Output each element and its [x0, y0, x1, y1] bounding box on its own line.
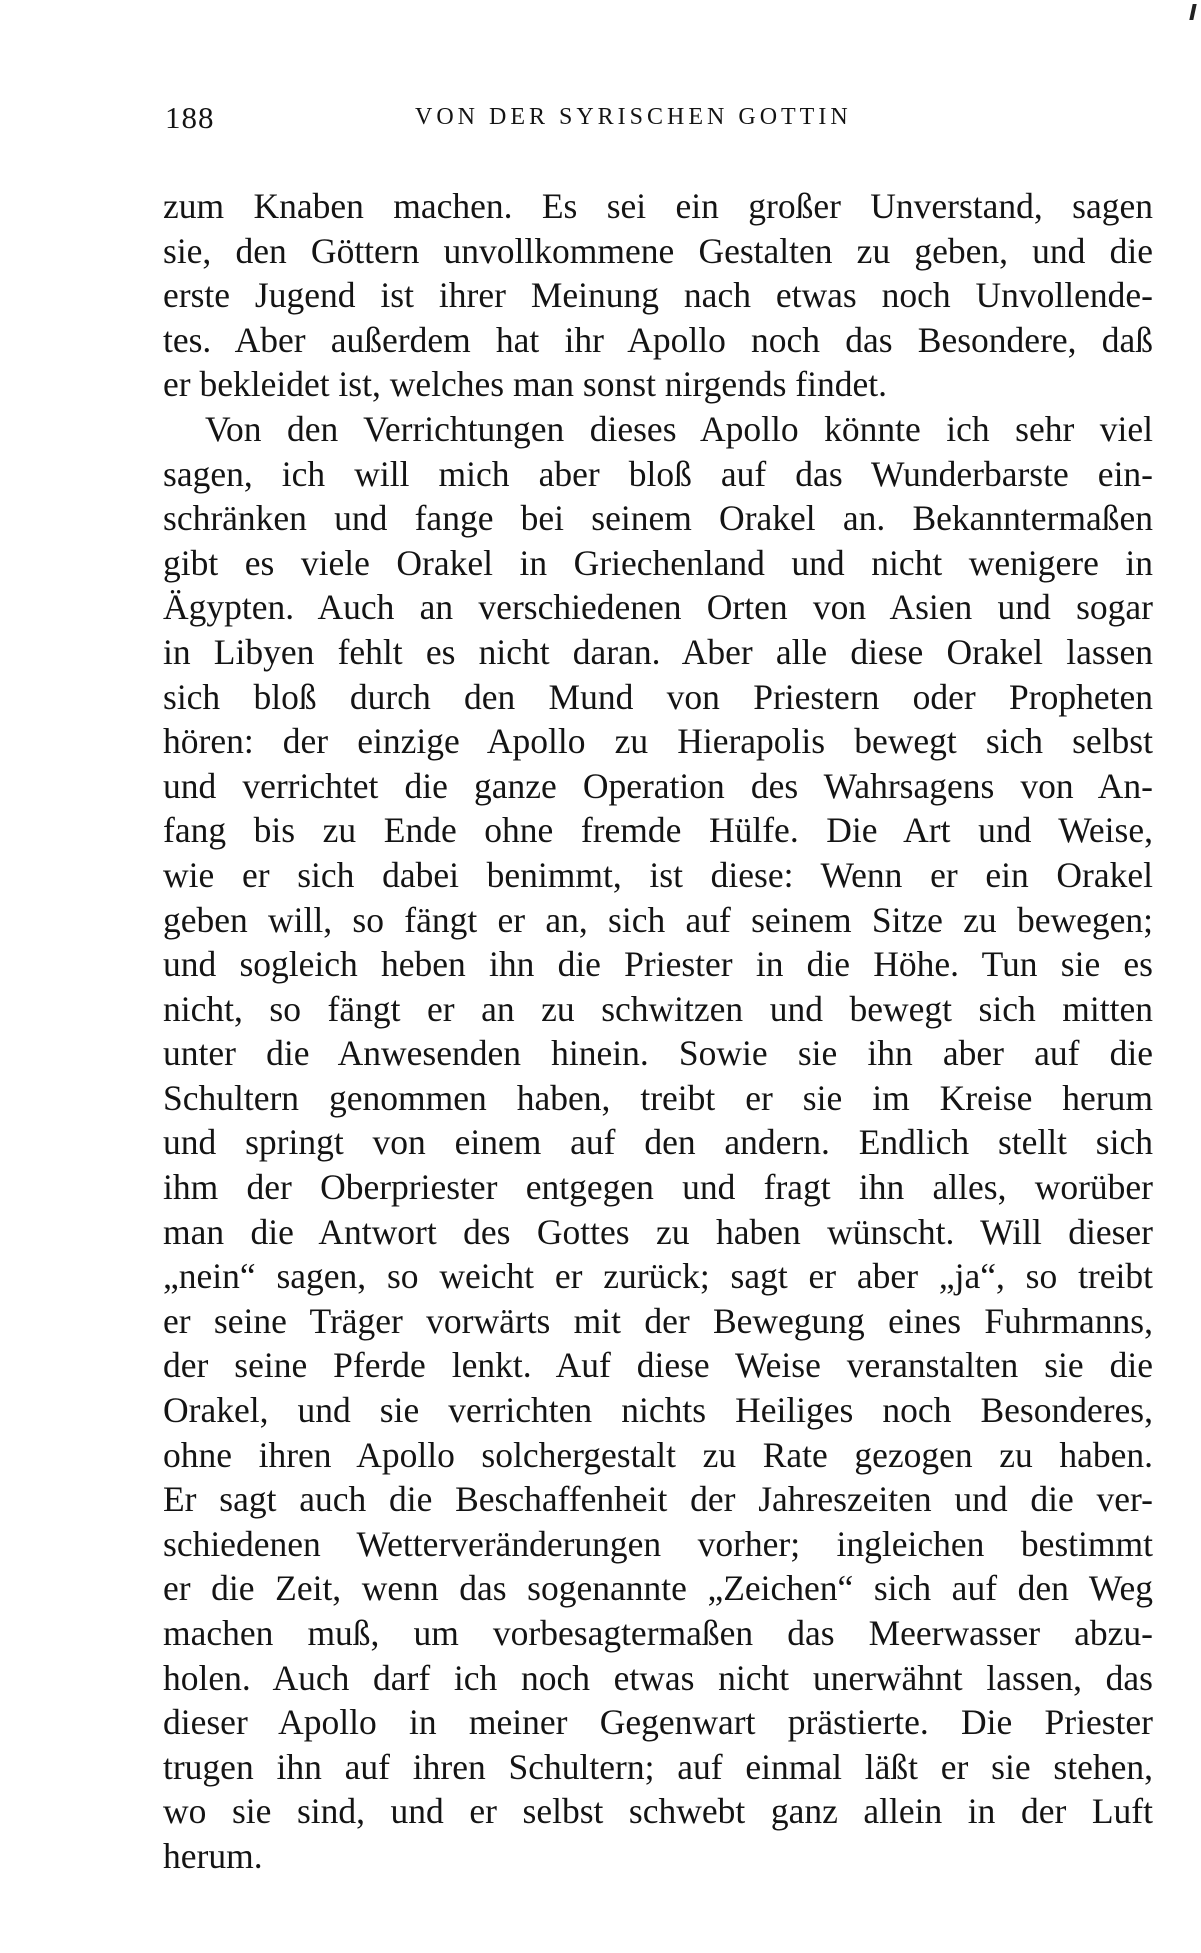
text-line: dieser Apollo in meiner Gegenwart prästierte. Die Priester: [163, 1702, 1153, 1743]
body-text: [163, 184, 1153, 1879]
text-line: hören: der einzige Apollo zu Hierapolis bewegt sich selbst: [163, 721, 1153, 762]
text-line: und sogleich heben ihn die Priester in die Höhe. Tun sie es: [163, 944, 1153, 985]
text-line: Schultern genommen haben, treibt er sie im Kreise herum: [163, 1077, 1153, 1118]
page-number: 188: [165, 100, 215, 135]
text-line: geben will, so fängt er an, sich auf seinem Sitze zu bewegen;: [163, 899, 1153, 940]
text-line: in Libyen fehlt es nicht daran. Aber alle diese Orakel lassen: [163, 631, 1153, 672]
text-line: Von den Verrichtungen dieses Apollo könnte ich sehr viel: [205, 408, 1153, 449]
text-line: wie er sich dabei benimmt, ist diese: Wenn er ein Orakel: [163, 854, 1153, 895]
text-line: sich bloß durch den Mund von Priestern oder Propheten: [163, 676, 1153, 717]
text-line: und springt von einem auf den andern. Endlich stellt sich: [163, 1122, 1153, 1163]
text-line: trugen ihn auf ihren Schultern; auf einmal läßt er sie stehen,: [163, 1746, 1153, 1787]
text-line: ihm der Oberpriester entgegen und fragt ihn alles, worüber: [163, 1167, 1153, 1208]
text-line: unter die Anwesenden hinein. Sowie sie ihn aber auf die: [163, 1033, 1153, 1074]
text-line: tes. Aber außerdem hat ihr Apollo noch das Besondere, daß: [163, 319, 1153, 360]
text-line: sie, den Göttern unvollkommene Gestalten zu geben, und die: [163, 230, 1153, 271]
text-line: nicht, so fängt er an zu schwitzen und bewegt sich mitten: [163, 988, 1153, 1029]
text-line: er bekleidet ist, welches man sonst nirgends findet.: [163, 364, 887, 405]
running-title: VON DER SYRISCHEN GOTTIN: [415, 104, 852, 130]
text-line: ohne ihren Apollo solchergestalt zu Rate gezogen zu haben.: [163, 1434, 1153, 1475]
text-line: zum Knaben machen. Es sei ein großer Unverstand, sagen: [163, 186, 1153, 226]
page-header: [165, 100, 1155, 140]
text-line: holen. Auch darf ich noch etwas nicht unerwähnt lassen, das: [163, 1657, 1153, 1698]
text-line: man die Antwort des Gottes zu haben wünscht. Will dieser: [163, 1211, 1153, 1252]
text-line: erste Jugend ist ihrer Meinung nach etwas noch Unvollende-: [163, 275, 1153, 316]
text-line: machen muß, um vorbesagtermaßen das Meerwasser abzu-: [163, 1613, 1153, 1653]
text-line: „nein“ sagen, so weicht er zurück; sagt er aber „ja“, so treibt: [163, 1256, 1153, 1297]
text-line: schiedenen Wetterveränderungen vorher; ingleichen bestimmt: [163, 1523, 1153, 1564]
text-line: herum.: [163, 1835, 263, 1876]
text-line: der seine Pferde lenkt. Auf diese Weise veranstalten sie die: [163, 1345, 1153, 1386]
text-line: Ägypten. Auch an verschiedenen Orten von Asien und sogar: [163, 587, 1153, 628]
corner-mark: [1189, 4, 1196, 20]
text-line: fang bis zu Ende ohne fremde Hülfe. Die Art und Weise,: [163, 810, 1153, 851]
text-line: er seine Träger vorwärts mit der Bewegung eines Fuhrmanns,: [163, 1300, 1153, 1341]
text-line: Er sagt auch die Beschaffenheit der Jahreszeiten und die ver-: [163, 1479, 1153, 1520]
text-line: wo sie sind, und er selbst schwebt ganz allein in der Luft: [163, 1791, 1153, 1832]
text-line: und verrichtet die ganze Operation des Wahrsagens von An-: [163, 765, 1153, 806]
text-line: schränken und fange bei seinem Orakel an. Bekanntermaßen: [163, 498, 1153, 539]
text-line: Orakel, und sie verrichten nichts Heiliges noch Besonderes,: [163, 1390, 1153, 1431]
text-line: er die Zeit, wenn das sogenannte „Zeichen“ sich auf den Weg: [163, 1568, 1153, 1609]
text-line: gibt es viele Orakel in Griechenland und nicht wenigere in: [163, 542, 1153, 583]
text-line: sagen, ich will mich aber bloß auf das Wunderbarste ein-: [163, 453, 1153, 494]
